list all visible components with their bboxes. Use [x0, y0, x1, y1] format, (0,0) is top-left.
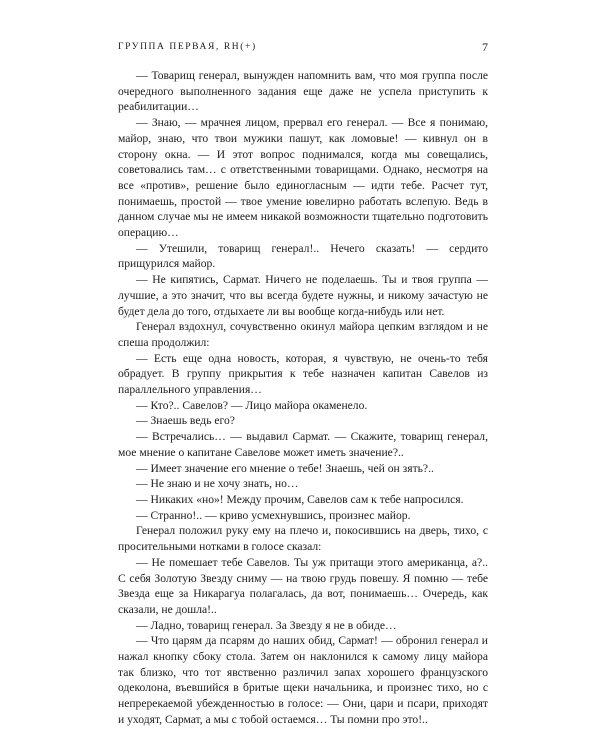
paragraph: — Никаких «но»! Между прочим, Савелов сам к тебе напросился.: [136, 492, 464, 506]
paragraph: — Ладно, товарищ генерал. За Звезду я не в обиде…: [136, 618, 397, 632]
paragraph: — Знаешь ведь его?: [136, 414, 235, 428]
paragraph: — Знаю, — мрачнея лицом, прервал его генерал. — Все я понимаю, майор, знаю, что твои мужики пашут, как ломовые! — кивнул он в сторону окна. — И этот вопрос поднимался, когда мы совещались, советовались там… с ответственными товарищами. Однако, несмотря на все «против», решение было единогласным — идти тебе. Расчет тут, понимаешь, простой — твое умение ювелирно работать вслепую. Ведь в данном случае мы не имеем никакой возможности тщательно подготовить операцию…: [118, 116, 488, 240]
body-text: [118, 68, 488, 728]
running-title: ГРУППА ПЕРВАЯ, RH(+): [118, 42, 257, 52]
paragraph: — Странно!.. — криво усмехнувшись, произнес майор.: [136, 508, 411, 522]
paragraph: — Кто?.. Савелов? — Лицо майора окаменело.: [136, 398, 368, 412]
paragraph: — Не кипятись, Сармат. Ничего не поделаешь. Ты и твоя группа — лучшие, а это значит, что вы всегда будете нужны, и никому зачастую не будет дела до того, отдыхаете ли вы вообще когда-нибудь или нет.: [118, 273, 488, 318]
paragraph: — Имеет значение его мнение о тебе! Знаешь, чей он зять?..: [136, 461, 434, 475]
paragraph: — Встречались… — выдавил Сармат. — Скажите, товарищ генерал, мое мнение о капитане Савелове может иметь значение?..: [118, 430, 488, 459]
page-number: 7: [482, 40, 488, 54]
paragraph: — Не знаю и не хочу знать, но…: [136, 477, 299, 491]
running-header: [118, 40, 488, 56]
paragraph: — Что царям да псарям до наших обид, Сармат! — обронил генерал и нажал кнопку сбоку стола. Затем он наклонился к самому лицу майора так близко, что тот явственно различил запах хорошего французского одеколона, въевшийся в бритые щеки начальника, и произнес тихо, но с непререкаемой убежденностью в голосе: — Они, цари и псари, приходят и уходят, Сармат, а мы с тобой остаемся… Ты помни про это!..: [118, 634, 488, 726]
paragraph: — Есть еще одна новость, которая, я чувствую, не очень-то тебя обрадует. В группу прикрытия к тебе назначен капитан Савелов из параллельного управления…: [118, 351, 488, 397]
paragraph: Генерал вздохнул, сочувственно окинул майора цепким взглядом и не спеша продолжил:: [118, 320, 488, 349]
paragraph: — Товарищ генерал, вынужден напомнить вам, что моя группа после очередного выполненного задания еще даже не успела приступить к реабилитации…: [118, 69, 488, 114]
paragraph: — Не помешает тебе Савелов. Ты уж притащи этого американца, а?.. С себя Золотую Звезду сниму — на твою грудь повешу. Я помню — тебе Звезда еще за Никарагуа полагалась, да вот, понимаешь… Очередь, как сказали, не дошла!..: [118, 555, 488, 616]
paragraph: — Утешили, товарищ генерал!.. Нечего сказать! — сердито прищурился майор.: [118, 241, 488, 271]
paragraph: Генерал положил руку ему на плечо и, покосившись на дверь, тихо, с просительными нотками в голосе сказал:: [118, 524, 488, 554]
